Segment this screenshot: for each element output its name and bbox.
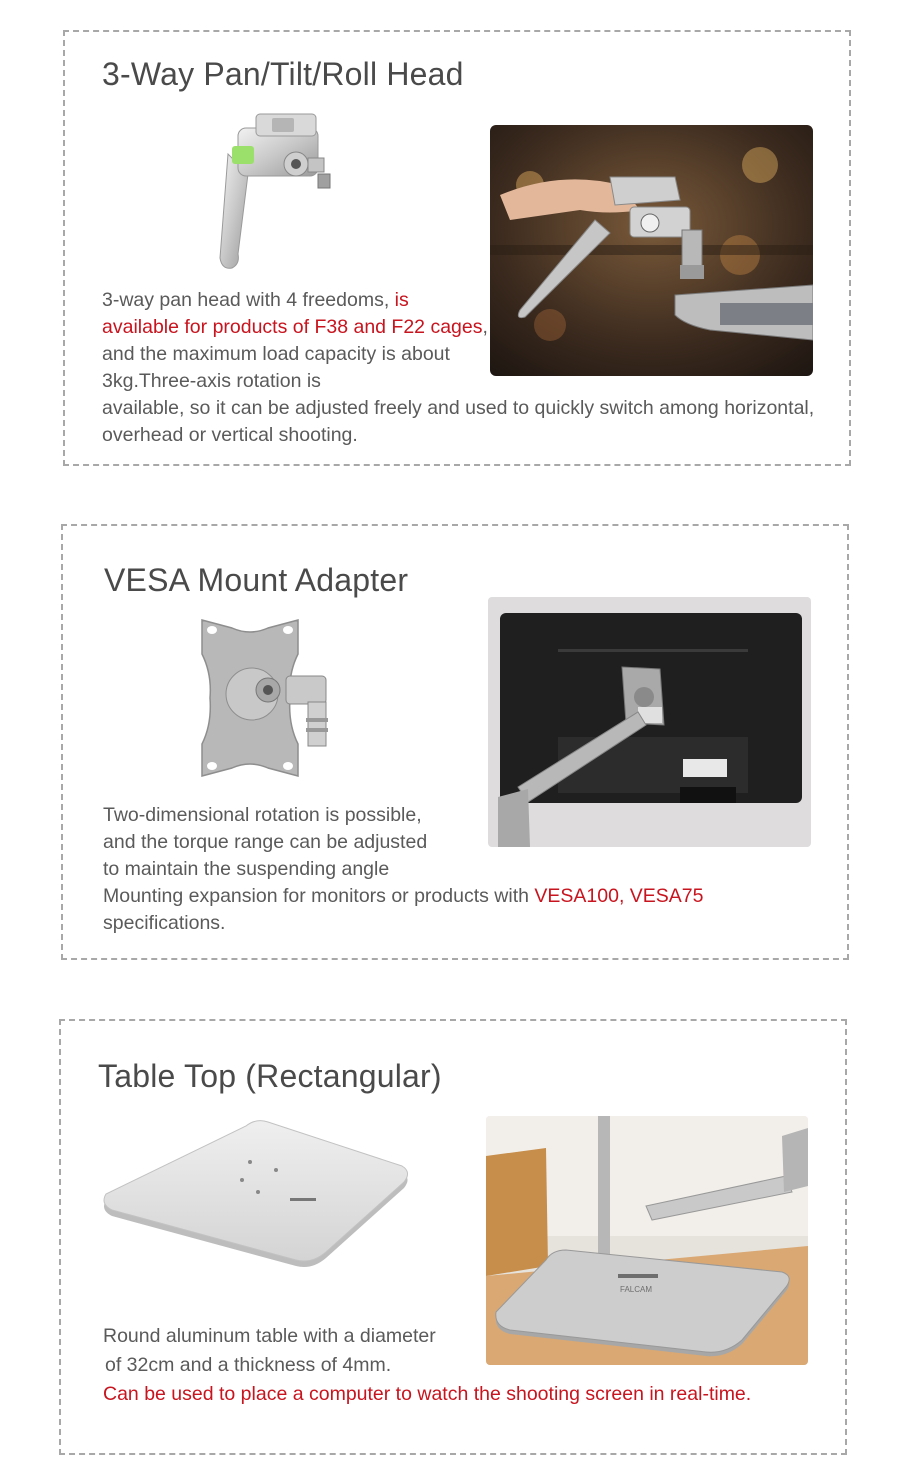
description-line: Round aluminum table with a diameter <box>103 1325 436 1347</box>
section-title: 3-Way Pan/Tilt/Roll Head <box>102 56 464 92</box>
description-text: 3-way pan head with 4 freedoms, <box>102 289 395 311</box>
section-title: VESA Mount Adapter <box>104 562 409 598</box>
description-line: specifications. <box>103 912 226 934</box>
section-description-continued <box>102 395 822 449</box>
description-highlight: VESA100, VESA75 <box>534 885 704 907</box>
section-description <box>103 1322 863 1409</box>
description-text: , and the maximum load capacity is about 3kg.Three-axis rotation is <box>102 316 488 392</box>
description-highlight: Can be used to place a computer to watch the shooting screen in real-time. <box>103 1383 752 1405</box>
hand-holding-pan-head-photo <box>490 125 813 376</box>
description-line <box>103 883 823 910</box>
table-plate-icon <box>100 1118 414 1268</box>
section-description <box>103 802 823 937</box>
description-highlight: is available for products of F38 and F22 cages <box>102 289 483 338</box>
description-line: of 32cm and a thickness of 4mm. <box>105 1354 392 1376</box>
description-line: and the torque range can be adjusted <box>103 831 428 853</box>
section-title: Table Top (Rectangular) <box>98 1058 442 1094</box>
description-text: Mounting expansion for monitors or products with <box>103 885 535 907</box>
description-line: to maintain the suspending angle <box>103 858 390 880</box>
plate-brand-text: FALCAM <box>620 1285 653 1294</box>
description-text <box>102 397 814 446</box>
section-description <box>102 287 490 395</box>
description-line: Two-dimensional rotation is possible, <box>103 804 422 826</box>
pan-head-icon <box>188 108 338 274</box>
description-text: available, so it can be adjusted freely and used to quickly switch among horizontal, overhead or vertical shooting. <box>102 397 815 446</box>
vesa-plate-icon <box>190 614 340 784</box>
